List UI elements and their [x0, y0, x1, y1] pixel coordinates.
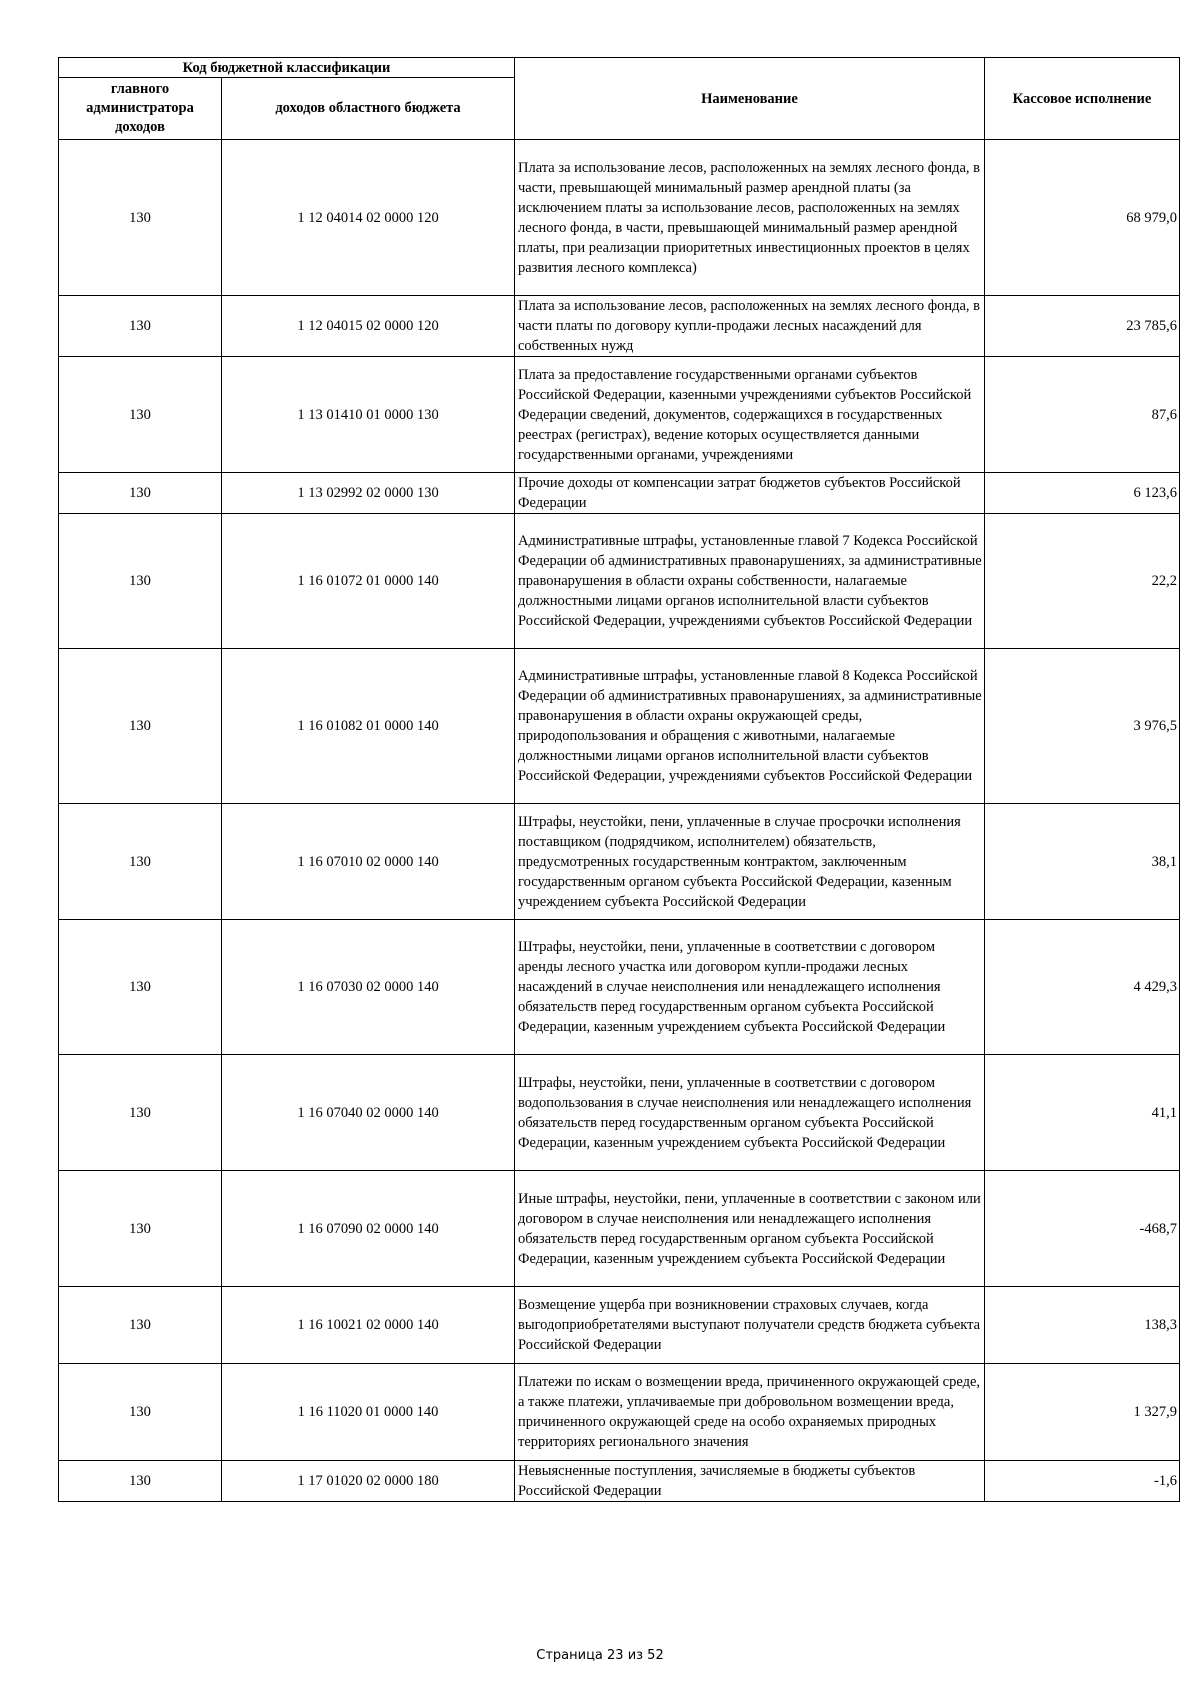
- cash-execution-cell: 41,1: [985, 1055, 1180, 1171]
- revenue-code-cell: 1 16 11020 01 0000 140: [222, 1364, 515, 1461]
- table-row: [59, 140, 1180, 296]
- admin-code-cell: 130: [59, 473, 222, 514]
- revenue-code-cell: 1 16 01072 01 0000 140: [222, 514, 515, 649]
- table-row: [59, 920, 1180, 1055]
- budget-revenue-table: [58, 57, 1180, 1502]
- revenue-code-cell: 1 16 07090 02 0000 140: [222, 1171, 515, 1287]
- revenue-name-cell: Плата за использование лесов, расположенных на землях лесного фонда, в части платы по договору купли-продажи лесных насаждений для собственных нужд: [515, 296, 985, 357]
- revenue-name-cell: Штрафы, неустойки, пени, уплаченные в соответствии с договором аренды лесного участка или договором купли-продажи лесных насаждений в случае неисполнения или ненадлежащего исполнения обязательств перед государственным органом субъекта Российской Федерации, казенным учреждением субъекта Российской Федерации: [515, 920, 985, 1055]
- revenue-code-cell: 1 17 01020 02 0000 180: [222, 1461, 515, 1502]
- revenue-code-cell: 1 13 02992 02 0000 130: [222, 473, 515, 514]
- revenue-code-cell: 1 16 10021 02 0000 140: [222, 1287, 515, 1364]
- cash-execution-cell: 23 785,6: [985, 296, 1180, 357]
- revenue-name-cell: Платежи по искам о возмещении вреда, причиненного окружающей среде, а также платежи, уплачиваемые при добровольном возмещении вреда, причиненного окружающей среде на особо охраняемых природных территориях регионального значения: [515, 1364, 985, 1461]
- admin-code-cell: 130: [59, 514, 222, 649]
- table-row: [59, 296, 1180, 357]
- table-row: [59, 1055, 1180, 1171]
- table-row: [59, 649, 1180, 804]
- revenue-name-cell: Плата за использование лесов, расположенных на землях лесного фонда, в части, превышающей минимальный размер арендной платы (за исключением платы за использование лесов, расположенных на землях лесного фонда, в части, превышающей минимальный размер арендной платы, при реализации приоритетных инвестиционных проектов в целях развития лесного комплекса): [515, 140, 985, 296]
- revenue-name-cell: Невыясненные поступления, зачисляемые в бюджеты субъектов Российской Федерации: [515, 1461, 985, 1502]
- revenue-name-cell: Иные штрафы, неустойки, пени, уплаченные в соответствии с законом или договором в случае неисполнения или ненадлежащего исполнения обязательств перед государственным органом субъекта Российской Федерации, казенным учреждением субъекта Российской Федерации: [515, 1171, 985, 1287]
- admin-code-cell: 130: [59, 1055, 222, 1171]
- admin-code-cell: 130: [59, 1171, 222, 1287]
- header-name: Наименование: [515, 58, 985, 140]
- revenue-name-cell: Возмещение ущерба при возникновении страховых случаев, когда выгодоприобретателями выступают получатели средств бюджета субъекта Российской Федерации: [515, 1287, 985, 1364]
- cash-execution-cell: 3 976,5: [985, 649, 1180, 804]
- table-row: [59, 357, 1180, 473]
- cash-execution-cell: -1,6: [985, 1461, 1180, 1502]
- admin-code-cell: 130: [59, 649, 222, 804]
- revenue-code-cell: 1 12 04014 02 0000 120: [222, 140, 515, 296]
- cash-execution-cell: 87,6: [985, 357, 1180, 473]
- admin-code-cell: 130: [59, 1364, 222, 1461]
- cash-execution-cell: 38,1: [985, 804, 1180, 920]
- cash-execution-cell: 22,2: [985, 514, 1180, 649]
- header-main-administrator: главного администратора доходов: [59, 78, 222, 140]
- table-body: [59, 140, 1180, 1502]
- revenue-name-cell: Административные штрафы, установленные главой 8 Кодекса Российской Федерации об административных правонарушениях, за административные правонарушения в области охраны окружающей среды, природопользования и обращения с животными, налагаемые должностными лицами органов исполнительной власти субъектов Российской Федерации, учреждениями субъектов Российской Федерации: [515, 649, 985, 804]
- page-number: Страница 23 из 52: [536, 1648, 664, 1663]
- document-page: [58, 57, 1179, 1502]
- table-row: [59, 1364, 1180, 1461]
- table-row: [59, 514, 1180, 649]
- revenue-name-cell: Административные штрафы, установленные главой 7 Кодекса Российской Федерации об административных правонарушениях, за административные правонарушения в области охраны собственности, налагаемые должностными лицами органов исполнительной власти субъектов Российской Федерации, учреждениями субъектов Российской Федерации: [515, 514, 985, 649]
- table-row: [59, 473, 1180, 514]
- revenue-name-cell: Плата за предоставление государственными органами субъектов Российской Федерации, казенными учреждениями субъектов Российской Федерации сведений, документов, содержащихся в государственных реестрах (регистрах), ведение которых осуществляется данными государственными органами, учреждениями: [515, 357, 985, 473]
- table-row: [59, 1287, 1180, 1364]
- cash-execution-cell: 4 429,3: [985, 920, 1180, 1055]
- cash-execution-cell: 1 327,9: [985, 1364, 1180, 1461]
- revenue-code-cell: 1 12 04015 02 0000 120: [222, 296, 515, 357]
- revenue-code-cell: 1 13 01410 01 0000 130: [222, 357, 515, 473]
- revenue-name-cell: Штрафы, неустойки, пени, уплаченные в соответствии с договором водопользования в случае неисполнения или ненадлежащего исполнения обязательств перед государственным органом субъекта Российской Федерации, казенным учреждением субъекта Российской Федерации: [515, 1055, 985, 1171]
- table-row: [59, 1461, 1180, 1502]
- revenue-name-cell: Прочие доходы от компенсации затрат бюджетов субъектов Российской Федерации: [515, 473, 985, 514]
- revenue-code-cell: 1 16 07030 02 0000 140: [222, 920, 515, 1055]
- admin-code-cell: 130: [59, 804, 222, 920]
- revenue-code-cell: 1 16 07010 02 0000 140: [222, 804, 515, 920]
- header-cash-execution: Кассовое исполнение: [985, 58, 1180, 140]
- admin-code-cell: 130: [59, 357, 222, 473]
- revenue-code-cell: 1 16 01082 01 0000 140: [222, 649, 515, 804]
- cash-execution-cell: 68 979,0: [985, 140, 1180, 296]
- table-header: [59, 58, 1180, 140]
- header-budget-classification-code: Код бюджетной классификации: [59, 58, 515, 78]
- cash-execution-cell: 138,3: [985, 1287, 1180, 1364]
- header-regional-budget-code: доходов областного бюджета: [222, 78, 515, 140]
- admin-code-cell: 130: [59, 140, 222, 296]
- revenue-name-cell: Штрафы, неустойки, пени, уплаченные в случае просрочки исполнения поставщиком (подрядчиком, исполнителем) обязательств, предусмотренных государственным контрактом, заключенным государственным органом субъекта Российской Федерации, казенным учреждением субъекта Российской Федерации: [515, 804, 985, 920]
- cash-execution-cell: 6 123,6: [985, 473, 1180, 514]
- admin-code-cell: 130: [59, 920, 222, 1055]
- table-row: [59, 804, 1180, 920]
- table-row: [59, 1171, 1180, 1287]
- admin-code-cell: 130: [59, 1287, 222, 1364]
- admin-code-cell: 130: [59, 296, 222, 357]
- cash-execution-cell: -468,7: [985, 1171, 1180, 1287]
- revenue-code-cell: 1 16 07040 02 0000 140: [222, 1055, 515, 1171]
- admin-code-cell: 130: [59, 1461, 222, 1502]
